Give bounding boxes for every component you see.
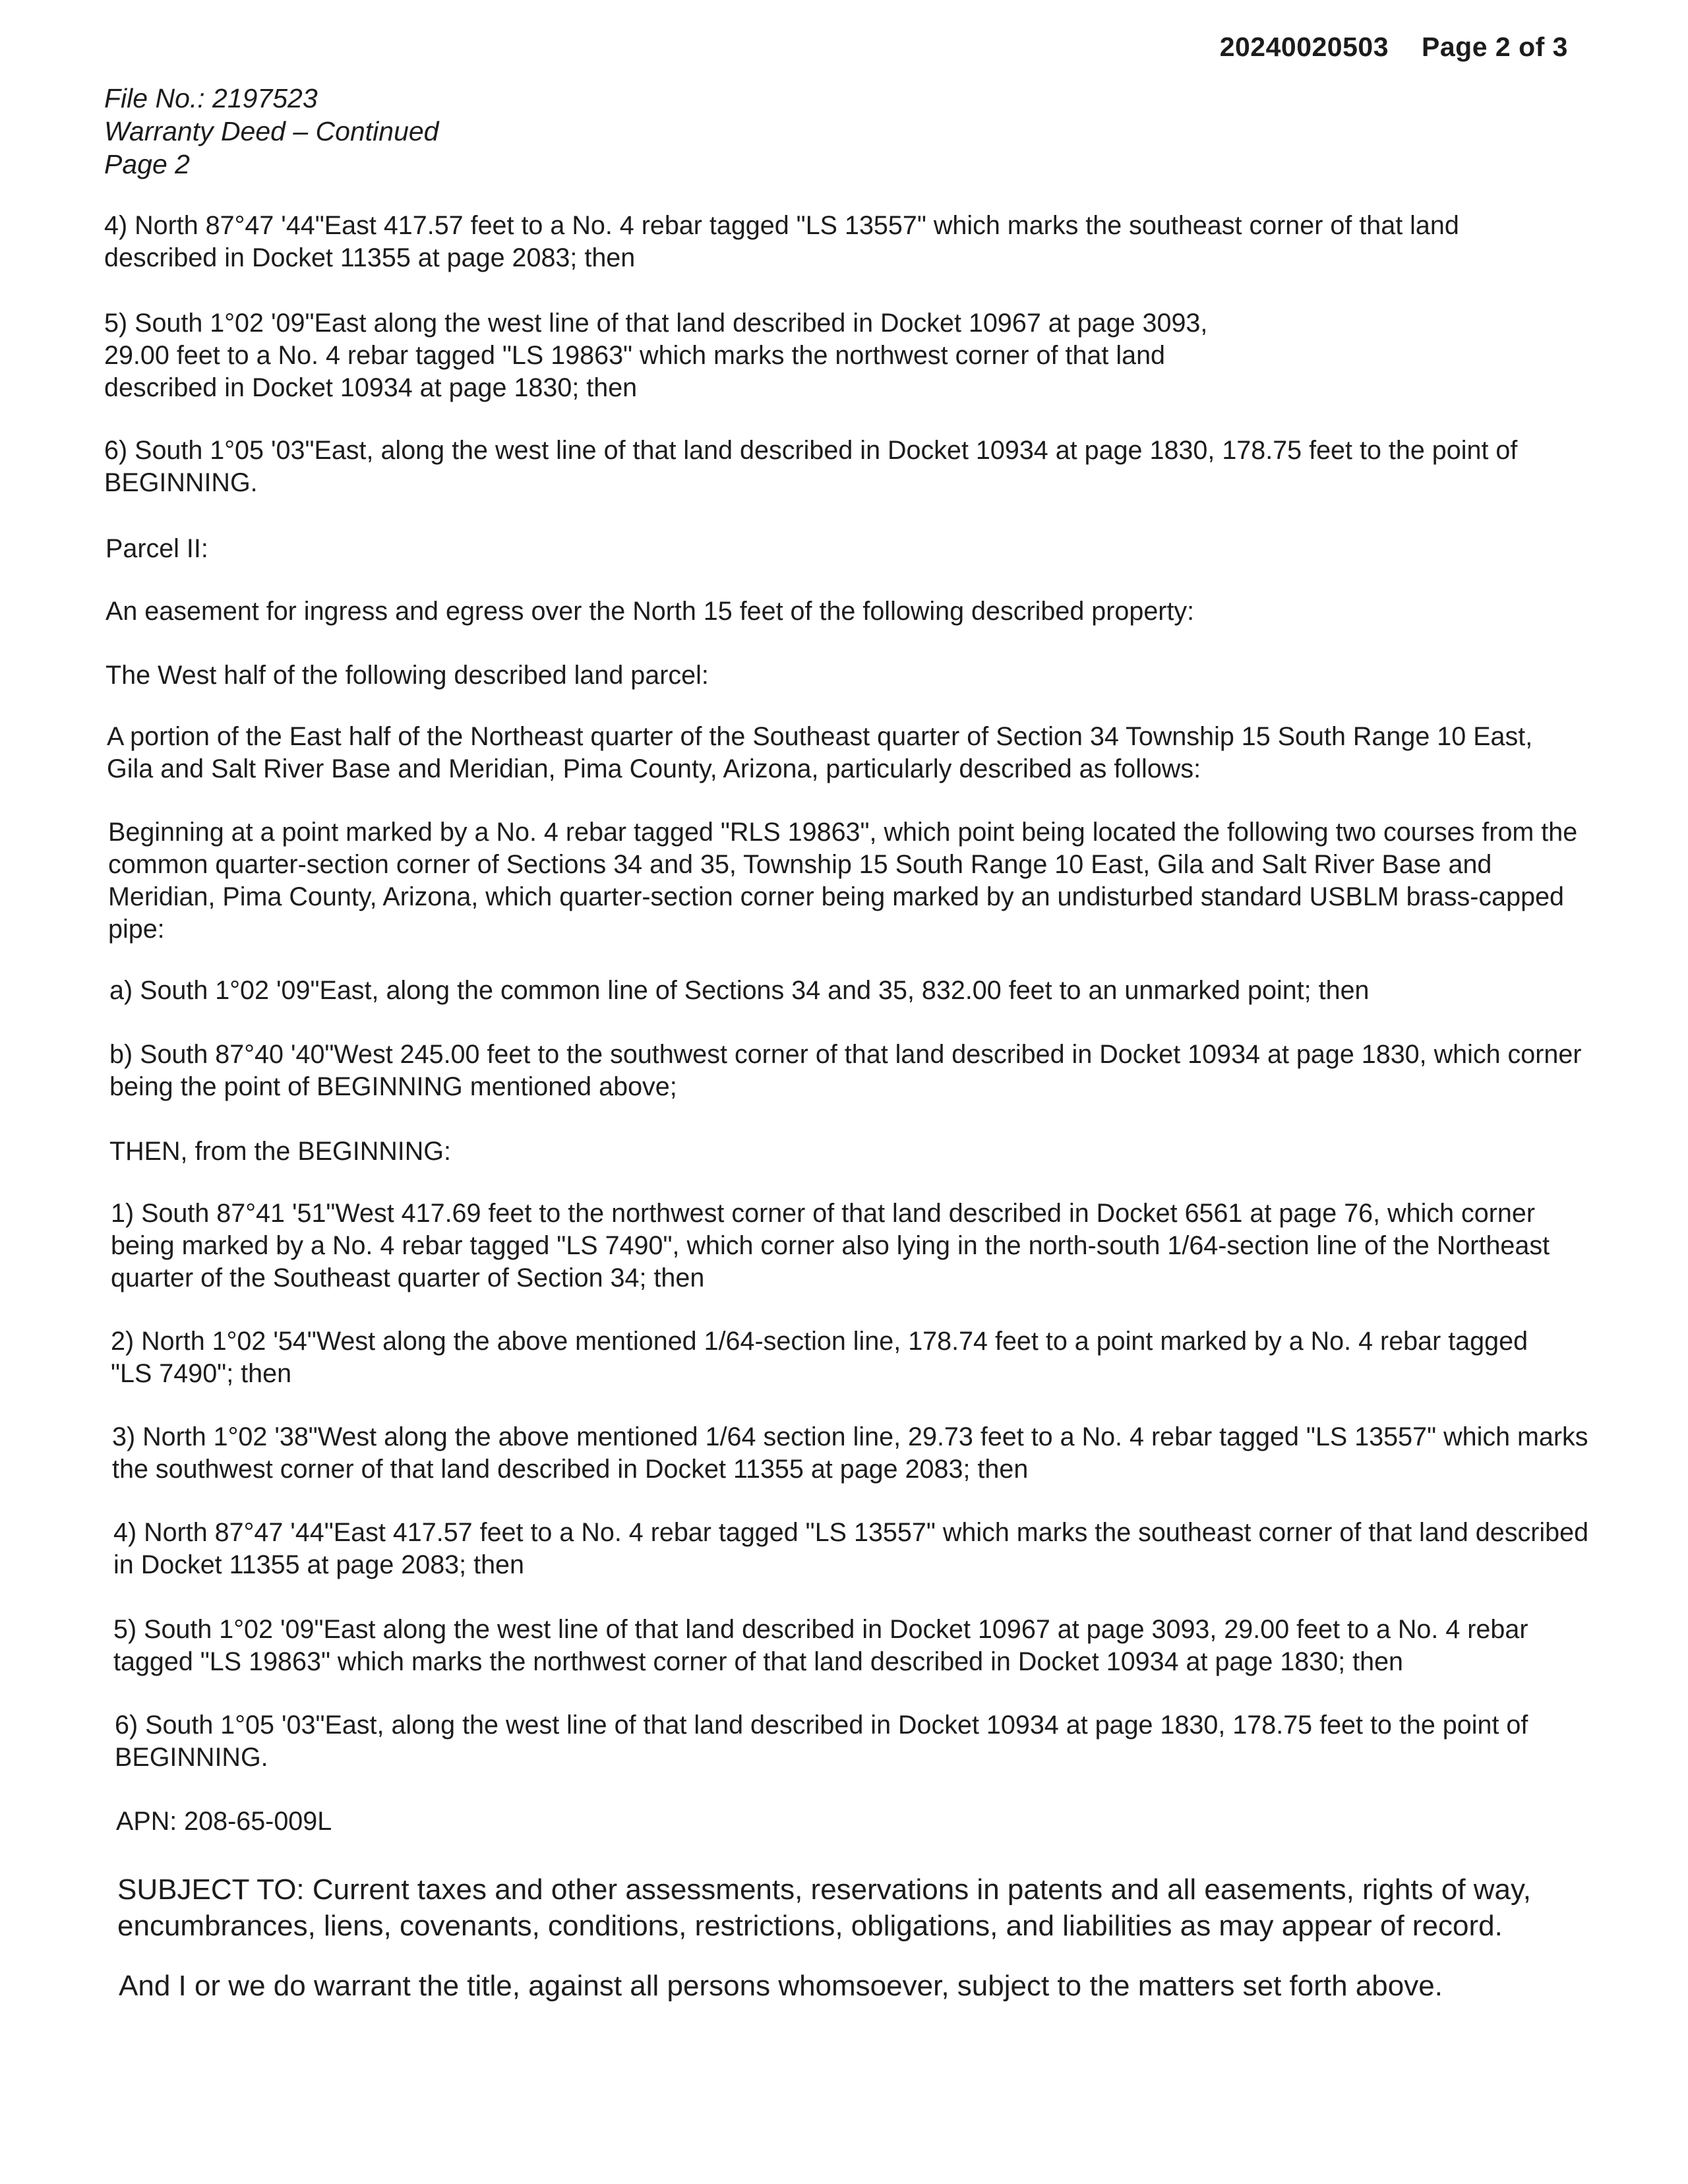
west-half-paragraph: The West half of the following described land parcel: [106,661,709,690]
course-6-paragraph: 6) South 1°05 '03"East, along the west line of that land described in Docket 10934 at page 1830, 178.75 feet to the point of BEGINNING. [104,436,1518,497]
course-a-paragraph: a) South 1°02 '09"East, along the common line of Sections 34 and 35, 832.00 feet to an unmarked point; then [109,976,1370,1005]
subject-to-paragraph: SUBJECT TO: Current taxes and other assessments, reservations in patents and all easements, rights of way, encumbrances, liens, covenants, conditions, restrictions, obligations, and liabilities as may appear of record. [117,1873,1531,1942]
course-3-paragraph: 3) North 1°02 '38"West along the above mentioned 1/64 section line, 29.73 feet to a No. 4 rebar tagged "LS 13557" which marks the southwest corner of that land described in Docket 11355 at page 2083; then [112,1422,1588,1484]
recording-number: 20240020503 [1219,32,1389,62]
page-count-label: Page 2 of 3 [1422,32,1568,62]
beginning-point-paragraph: Beginning at a point marked by a No. 4 rebar tagged "RLS 19863", which point being located the following two courses from the common quarter-section corner of Sections 34 and 35, Township 15 South Range 10 East, Gila and Salt River Base and Meridian, Pima County, Arizona, which quarter-section corner being marked by an undisturbed standard USBLM brass-capped pipe: [108,818,1578,944]
course-2-paragraph: 2) North 1°02 '54"West along the above mentioned 1/64-section line, 178.74 feet to a point marked by a No. 4 rebar tagged "LS 7490"; then [111,1327,1528,1388]
page-number: Page 2 [104,149,190,179]
course-b-paragraph: b) South 87°40 '40"West 245.00 feet to the southwest corner of that land described in Docket 10934 at page 1830, which corner being the point of BEGINNING mentioned above; [109,1040,1582,1101]
document-title: Warranty Deed – Continued [104,116,439,146]
deed-header [104,82,438,181]
then-from-beginning: THEN, from the BEGINNING: [109,1137,451,1166]
file-number: File No.: 2197523 [104,83,318,113]
recording-header [1220,32,1568,63]
easement-paragraph: An easement for ingress and egress over the North 15 feet of the following described property: [106,597,1195,626]
portion-description-paragraph: A portion of the East half of the Northeast quarter of the Southeast quarter of Section 34 Township 15 South Range 10 East, Gila and Salt River Base and Meridian, Pima County, Arizona, particularly described as follows: [107,722,1533,783]
warranty-paragraph: And I or we do warrant the title, against all persons whomsoever, subject to the matters set forth above. [119,1970,1443,2002]
course-4-repeat-paragraph: 4) North 87°47 '44"East 417.57 feet to a No. 4 rebar tagged "LS 13557" which marks the southeast corner of that land described in Docket 11355 at page 2083; then [113,1518,1589,1579]
course-5-paragraph: 5) South 1°02 '09"East along the west line of that land described in Docket 10967 at page 3093, 29.00 feet to a No. 4 rebar tagged "LS 19863" which marks the northwest corner of that land described in Docket 10934 at page 1830; then [104,309,1208,402]
course-4-paragraph: 4) North 87°47 '44"East 417.57 feet to a No. 4 rebar tagged "LS 13557" which marks the southeast corner of that land described in Docket 11355 at page 2083; then [104,211,1459,272]
course-1-paragraph: 1) South 87°41 '51"West 417.69 feet to the northwest corner of that land described in Docket 6561 at page 76, which corner being marked by a No. 4 rebar tagged "LS 7490", which corner also lying in the north-south 1/64-section line of the Northeast quarter of the Southeast quarter of Section 34; then [111,1199,1550,1292]
apn-number: APN: 208-65-009L [116,1807,332,1836]
parcel-ii-heading: Parcel II: [106,534,208,563]
course-5-repeat-paragraph: 5) South 1°02 '09"East along the west line of that land described in Docket 10967 at page 3093, 29.00 feet to a No. 4 rebar tagged "LS 19863" which marks the northwest corner of that land described in Docket 10934 at page 1830; then [113,1615,1528,1676]
course-6-repeat-paragraph: 6) South 1°05 '03"East, along the west line of that land described in Docket 10934 at page 1830, 178.75 feet to the point of BEGINNING. [115,1711,1528,1772]
